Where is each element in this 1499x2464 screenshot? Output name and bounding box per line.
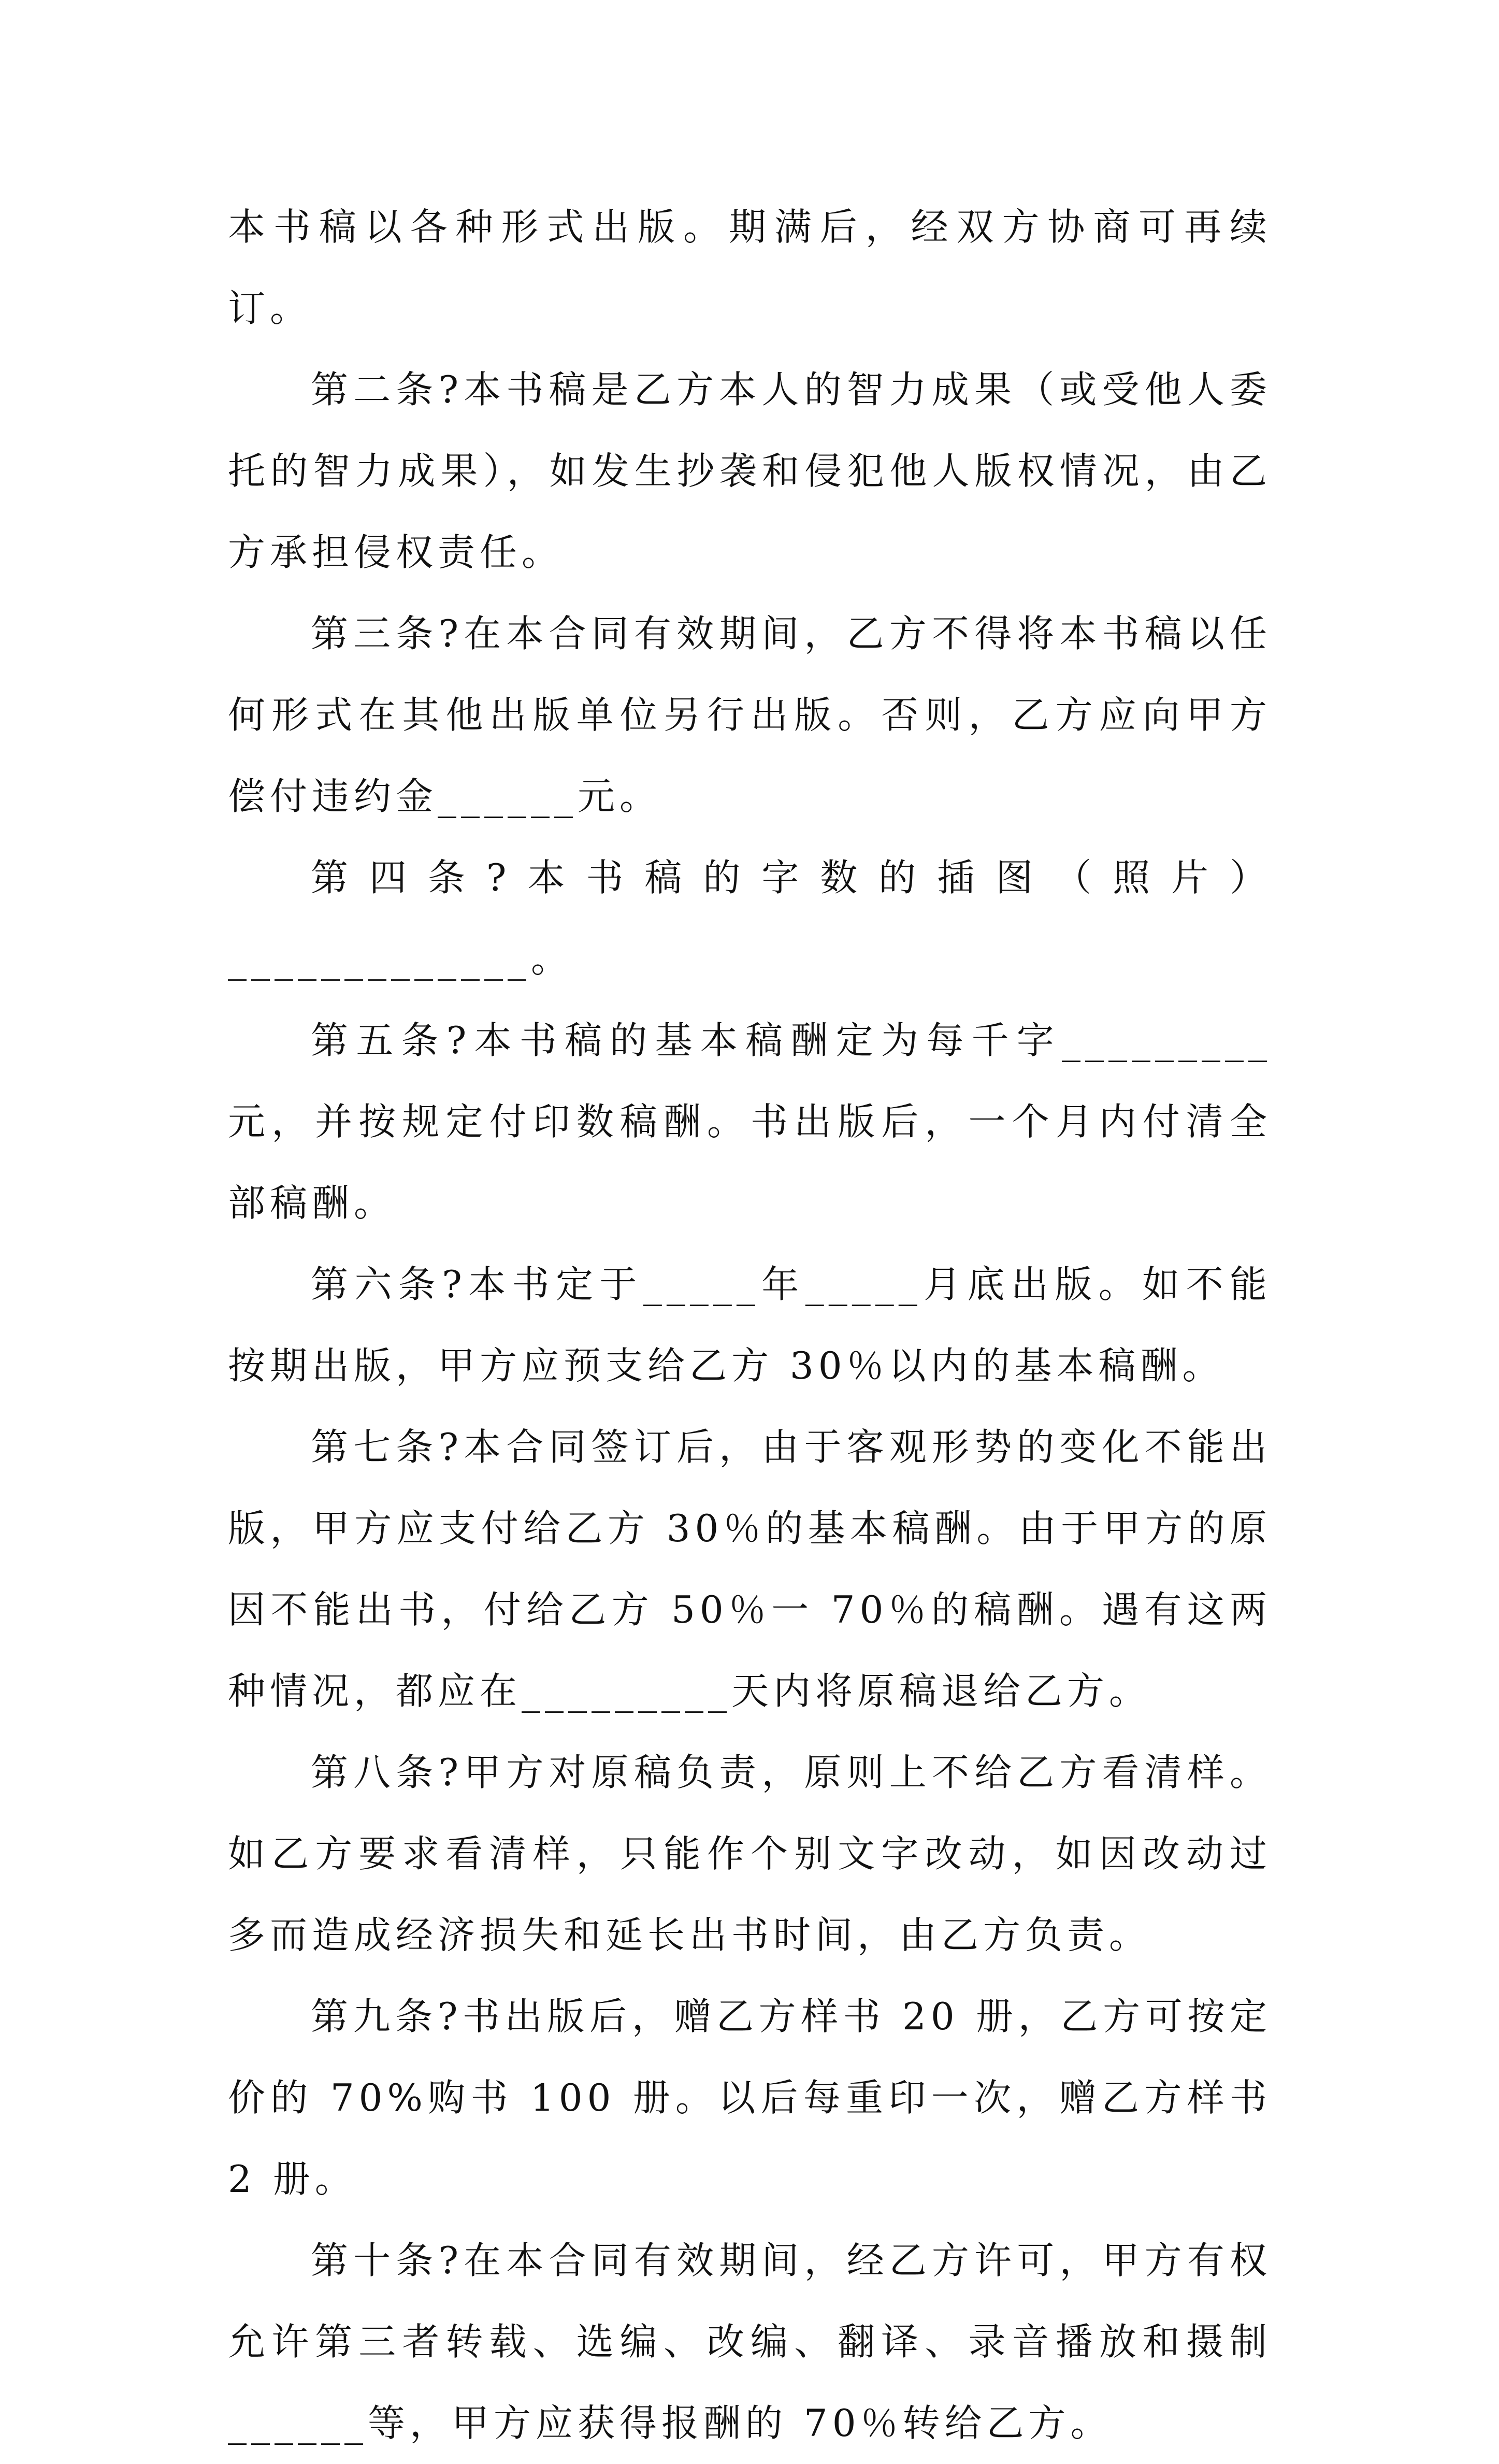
paragraph-continuation: 本书稿以各种形式出版。期满后，经双方协商可再续订。 xyxy=(228,205,1272,330)
paragraph-article-8: 第八条?甲方对原稿负责，原则上不给乙方看清样。如乙方要求看清样，只能作个别文字改动，如因改动过多而造成经济损失和延长出书时间，由乙方负责。 xyxy=(228,1751,1272,1957)
contract-body xyxy=(228,187,1272,2464)
paragraph-article-9: 第九条?书出版后，赠乙方样书 20 册，乙方可按定价的 70%购书 100 册。以后每重印一次，赠乙方样书 2 册。 xyxy=(228,1995,1272,2201)
paragraph-article-3: 第三条?在本合同有效期间，乙方不得将本书稿以任何形式在其他出版单位另行出版。否则，乙方应向甲方偿付违约金______元。 xyxy=(228,612,1272,818)
paragraph-article-6: 第六条?本书定于_____年_____月底出版。如不能按期出版，甲方应预支给乙方 30％以内的基本稿酬。 xyxy=(228,1263,1272,1387)
paragraph-article-7: 第七条?本合同签订后，由于客观形势的变化不能出版，甲方应支付给乙方 30％的基本稿酬。由于甲方的原因不能出书，付给乙方 50％一 70％的稿酬。遇有这两种情况，都应在_________天内将原稿退给乙方。 xyxy=(228,1425,1272,1713)
paragraph-article-5: 第五条?本书稿的基本稿酬定为每千字_________元，并按规定付印数稿酬。书出版后，一个月内付清全部稿酬。 xyxy=(228,1019,1272,1225)
paragraph-article-2: 第二条?本书稿是乙方本人的智力成果（或受他人委托的智力成果），如发生抄袭和侵犯他人版权情况，由乙方承担侵权责任。 xyxy=(228,368,1272,574)
paragraph-article-10: 第十条?在本合同有效期间，经乙方许可，甲方有权允许第三者转载、选编、改编、翻译、录音播放和摄制______等，甲方应获得报酬的 70％转给乙方。 xyxy=(228,2239,1272,2445)
paragraph-article-4: 第四条?本书稿的字数的插图（照片）_____________。 xyxy=(228,856,1272,981)
